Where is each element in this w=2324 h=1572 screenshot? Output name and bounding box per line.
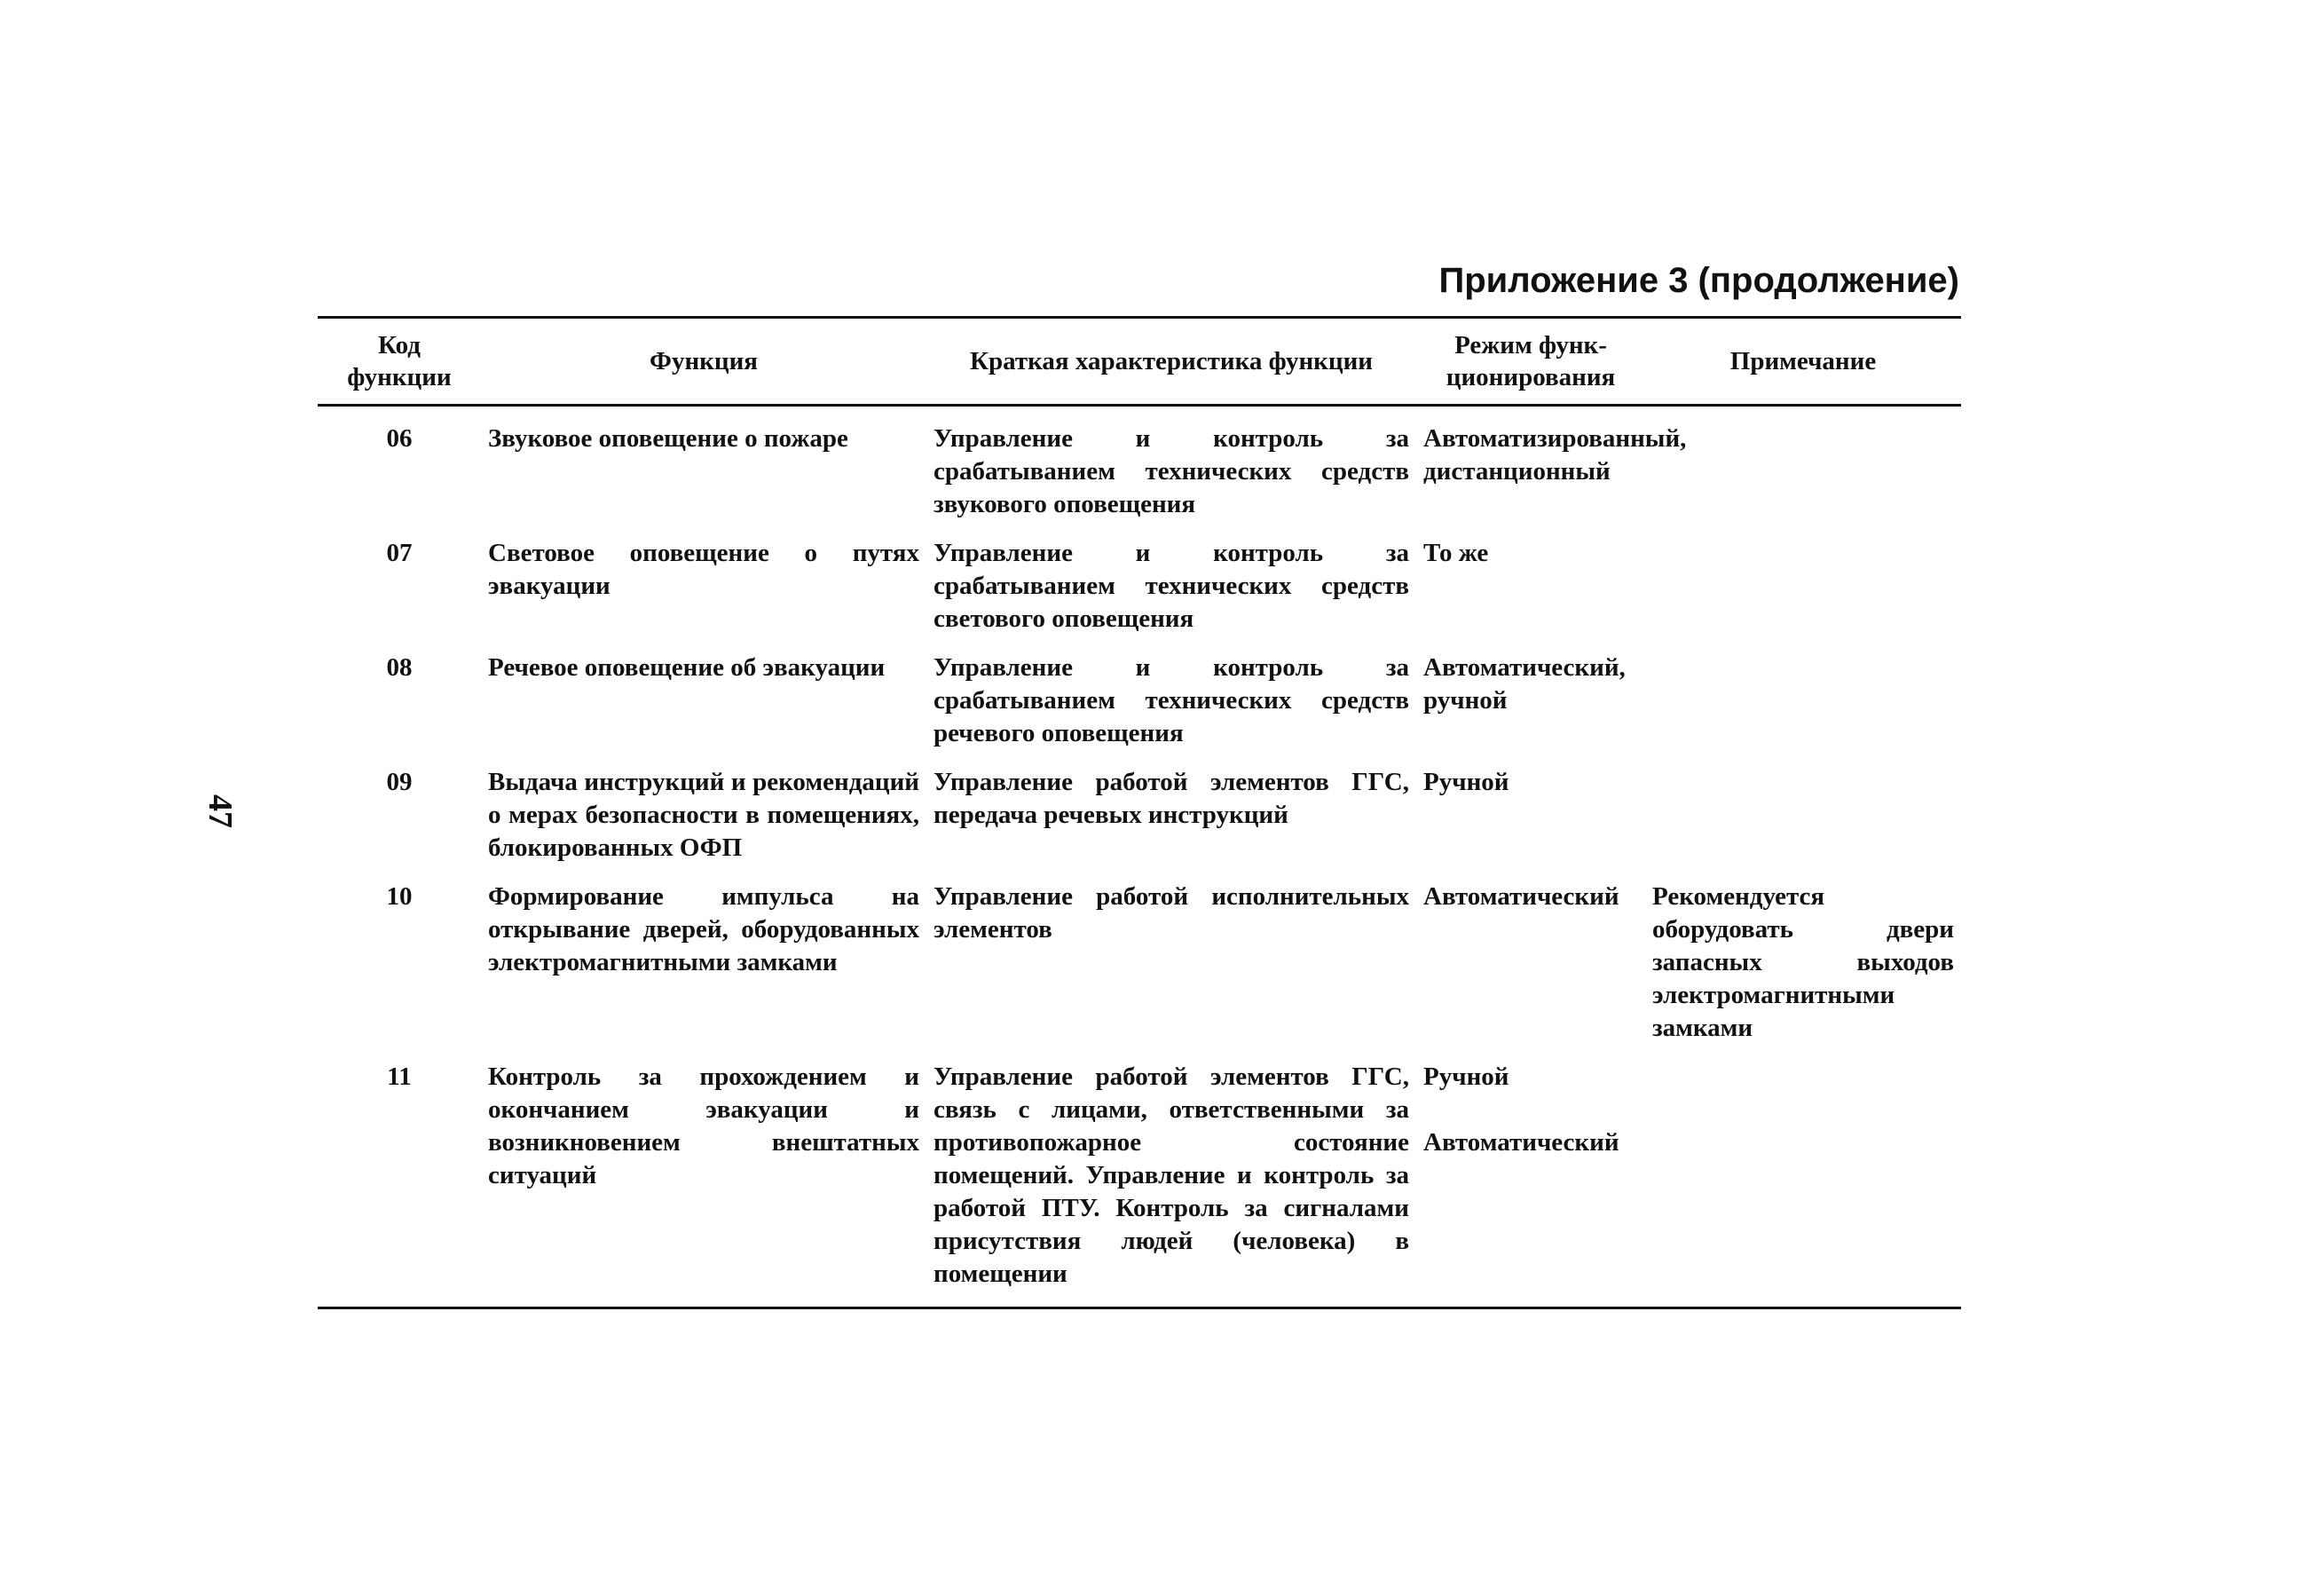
cell-description: Управление работой элементов ГГС, передача речевых инструкций [934, 768, 1409, 829]
cell-mode: Ручной [1423, 768, 1509, 796]
page-number: 47 [201, 794, 239, 828]
cell-code: 09 [386, 768, 413, 796]
cell-function: Выдача инструкций и рекомендаций о мерах безопасности в помещениях, блокированных ОФП [488, 768, 919, 862]
header-function: Функция [650, 347, 758, 375]
header-code: Код функции [347, 331, 452, 391]
cell-function: Звуковое оповещение о пожаре [488, 424, 848, 453]
functions-table [318, 316, 1961, 1309]
cell-description: Управление и контроль за срабатыванием технических средств светового оповещения [934, 539, 1409, 633]
cell-note [1645, 1061, 1961, 1308]
cell-note: Рекомендуется оборудовать двери запасных выходов электромагнитными замками [1652, 882, 1954, 1042]
cell-note [1645, 766, 1961, 881]
header-description: Краткая характеристика функции [969, 347, 1373, 375]
table-header-row [318, 318, 1961, 406]
cell-note [1645, 652, 1961, 766]
table-row [318, 881, 1961, 1061]
table-row [318, 652, 1961, 766]
cell-code: 06 [386, 424, 413, 453]
table-row [318, 766, 1961, 881]
cell-mode: То же [1423, 539, 1489, 567]
cell-mode: Автоматический [1423, 882, 1619, 911]
cell-mode [1416, 1061, 1645, 1308]
table-row [318, 537, 1961, 652]
cell-description: Управление работой исполнительных элементов [934, 882, 1409, 944]
cell-function: Контроль за прохождением и окончанием эвакуации и возникновением внештатных ситуаций [488, 1062, 919, 1189]
header-note: Примечание [1729, 347, 1877, 375]
cell-description: Управление и контроль за срабатыванием технических средств звукового оповещения [934, 424, 1409, 518]
cell-code: 11 [387, 1062, 412, 1091]
header-mode: Режим функ- ционирования [1446, 331, 1616, 391]
cell-mode-line: Ручной [1423, 1062, 1509, 1091]
cell-mode: Автоматический, ручной [1423, 653, 1626, 715]
cell-function: Световое оповещение о путях эвакуации [488, 539, 919, 600]
cell-description: Управление и контроль за срабатыванием технических средств речевого оповещения [934, 653, 1409, 747]
cell-note [1645, 537, 1961, 652]
appendix-title: Приложение 3 (продолжение) [1438, 261, 1959, 300]
cell-function: Формирование импульса на открывание дверей, оборудованных электромагнитными замками [488, 882, 919, 976]
cell-code: 07 [386, 539, 413, 567]
table-row [318, 1061, 1961, 1308]
cell-note [1645, 406, 1961, 538]
cell-mode: Автоматизированный, дистанционный [1423, 424, 1687, 486]
cell-mode-line: Автоматический [1423, 1128, 1619, 1157]
table-row [318, 406, 1961, 538]
cell-function: Речевое оповещение об эвакуации [488, 653, 886, 682]
cell-description: Управление работой элементов ГГС, связь с лицами, ответственными за противопожарное состояние помещений. Управление и контроль за работой ПТУ. Контроль за сигналами присутствия людей (человека) в помещении [934, 1062, 1409, 1288]
cell-code: 10 [386, 882, 413, 911]
cell-code: 08 [386, 653, 413, 682]
